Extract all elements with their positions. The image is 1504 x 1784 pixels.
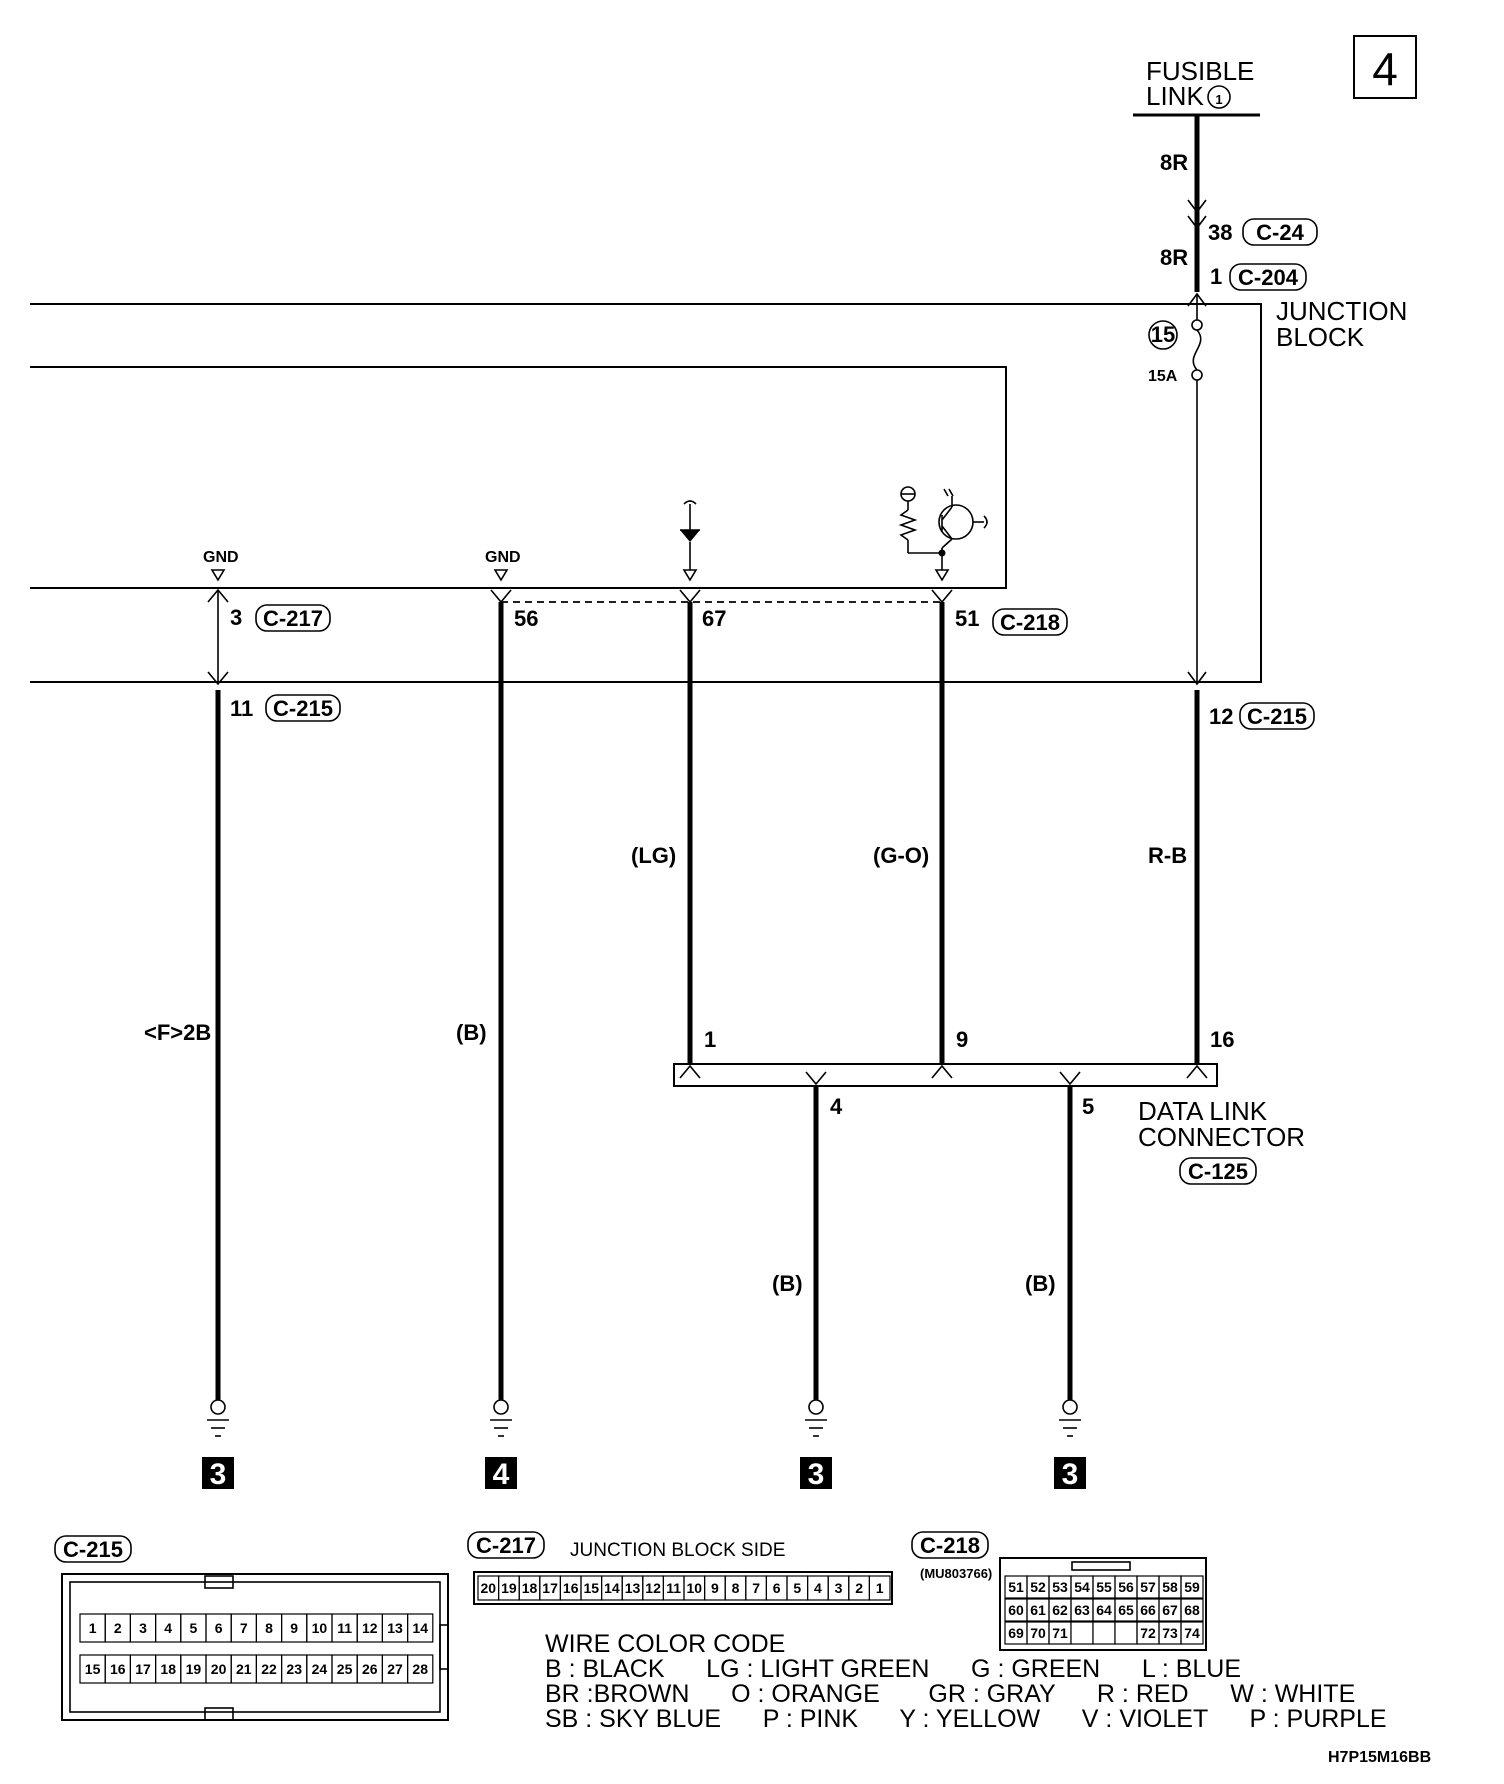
wire-label-f2b: <F>2B <box>144 1020 212 1045</box>
pin-67: 67 <box>702 606 727 631</box>
c217-cell-7: 7 <box>752 1580 760 1596</box>
c218-cell-59: 59 <box>1184 1579 1200 1595</box>
wire-label-8r-bottom: 8R <box>1160 245 1189 270</box>
c218-cell-69: 69 <box>1008 1625 1024 1641</box>
c215-cell-10: 10 <box>311 1620 328 1636</box>
dlc-pin-mark-4 <box>806 1072 826 1084</box>
fusible-link-label-2: LINK <box>1146 81 1204 111</box>
c218-cell-63: 63 <box>1074 1602 1090 1618</box>
gnd-triangle-2 <box>495 570 507 580</box>
c215-cell-3: 3 <box>139 1620 147 1636</box>
c215-cell-9: 9 <box>290 1620 299 1636</box>
c215-cell-6: 6 <box>214 1620 223 1636</box>
c215-cell-20: 20 <box>210 1661 227 1677</box>
connector-tag-c125: C-125 <box>1188 1159 1248 1184</box>
dlc-pin-1: 1 <box>704 1027 717 1052</box>
c215-cell-21: 21 <box>236 1661 252 1677</box>
fuse-element <box>1193 330 1201 370</box>
junction-block-label-1: JUNCTION <box>1276 296 1408 326</box>
dlc-pin-4: 4 <box>830 1094 843 1119</box>
connector-view-c217 <box>468 1532 892 1604</box>
pin-1-c204: 1 <box>1210 264 1223 289</box>
c215-cell-8: 8 <box>265 1620 273 1636</box>
c215-cell-7: 7 <box>239 1620 248 1636</box>
fuse-number: 15 <box>1150 322 1176 347</box>
c215-cell-1: 1 <box>88 1620 97 1636</box>
c215-cell-14: 14 <box>412 1620 428 1636</box>
c217-cell-grid <box>478 1576 890 1600</box>
c217-cell-5: 5 <box>793 1580 802 1596</box>
ground-symbol-2 <box>490 1400 512 1436</box>
c217-cell-12: 12 <box>645 1580 661 1596</box>
c218-cell-58: 58 <box>1162 1579 1178 1595</box>
c217-cell-20: 20 <box>480 1580 497 1596</box>
c218-cell-54: 54 <box>1074 1579 1090 1595</box>
transistor-circuit-symbol <box>901 487 987 580</box>
c215-cell-5: 5 <box>189 1620 198 1636</box>
ground-ref-3-number: 3 <box>807 1458 825 1491</box>
wire-label-8r-top: 8R <box>1160 150 1189 175</box>
fuse-rating: 15A <box>1148 368 1178 385</box>
dlc-label-1: DATA LINK <box>1138 1096 1268 1126</box>
dlc-pin-mark-9 <box>932 1066 952 1078</box>
wire-label-lg: (LG) <box>631 843 677 868</box>
ground-ref-1 <box>202 1457 234 1491</box>
wire-color-code-legend <box>545 1630 1387 1733</box>
c215-cell-22: 22 <box>261 1661 277 1677</box>
wire-label-rb: R-B <box>1148 843 1188 868</box>
connector-tag-c215a: C-215 <box>273 696 333 721</box>
ground-ref-4 <box>1054 1457 1086 1491</box>
gnd-label-2: GND <box>485 549 521 566</box>
c215-cell-24: 24 <box>311 1661 328 1677</box>
pin-51: 51 <box>955 606 980 631</box>
fusible-link-number: 1 <box>1215 92 1223 107</box>
pin-38: 38 <box>1208 220 1233 245</box>
c215-side-key <box>440 1625 448 1669</box>
connector-tag-c217: C-217 <box>263 606 323 631</box>
fusible-link <box>1133 56 1260 115</box>
c217-side-text: JUNCTION BLOCK SIDE <box>570 1540 786 1561</box>
junction-block-outline <box>30 304 1261 682</box>
c217-cell-16: 16 <box>562 1580 579 1596</box>
c218-cell-73: 73 <box>1162 1625 1178 1641</box>
c215-cell-12: 12 <box>362 1620 378 1636</box>
wire-label-b-dlc4: (B) <box>772 1271 803 1296</box>
c218-cell-blank-frame <box>1093 1622 1115 1644</box>
junction-block-label-2: BLOCK <box>1276 322 1365 352</box>
c218-cell-74: 74 <box>1184 1625 1200 1641</box>
dlc-label-2: CONNECTOR <box>1138 1122 1306 1152</box>
c217-cell-14: 14 <box>604 1580 620 1596</box>
diagram-footer-code: H7P15M16BB <box>1328 1749 1432 1766</box>
c218-cell-51: 51 <box>1008 1579 1024 1595</box>
wire-label-b-dlc5: (B) <box>1025 1271 1056 1296</box>
connector-tag-c24: C-24 <box>1256 220 1304 245</box>
c215-cell-4: 4 <box>164 1620 173 1636</box>
wire-label-go: (G-O) <box>873 843 930 868</box>
c215-cell-18: 18 <box>160 1661 176 1677</box>
dlc-pin-mark-1 <box>680 1066 700 1078</box>
c217-cell-11: 11 <box>666 1580 682 1596</box>
ground-ref-1-number: 3 <box>209 1458 227 1491</box>
c215-cell-27: 27 <box>387 1661 403 1677</box>
legend-line-2: BR :BROWN O : ORANGE GR : GRAY R : RED W : WHITE <box>545 1680 1356 1708</box>
page-number: 4 <box>1372 43 1398 95</box>
c217-cell-10: 10 <box>686 1580 703 1596</box>
c217-view-label: C-217 <box>476 1533 536 1558</box>
c215-inner-shell <box>70 1582 440 1712</box>
c215-cell-16: 16 <box>110 1661 126 1677</box>
c217-cell-3: 3 <box>834 1580 843 1596</box>
c215-view-label: C-215 <box>63 1537 123 1562</box>
diode-symbol <box>680 501 700 580</box>
connector-tag-c204: C-204 <box>1238 265 1298 290</box>
fuse-terminal-top <box>1192 320 1202 330</box>
legend-line-1: B : BLACK LG : LIGHT GREEN G : GREEN L : BLUE <box>545 1655 1242 1683</box>
c218-cell-72: 72 <box>1140 1625 1156 1641</box>
ground-ref-3 <box>800 1457 832 1491</box>
wire-label-b-56: (B) <box>456 1020 487 1045</box>
gnd-triangle-1 <box>212 570 224 580</box>
c218-part-number: (MU803766) <box>920 1566 993 1581</box>
c218-cell-52: 52 <box>1030 1579 1046 1595</box>
c215-cell-17: 17 <box>135 1661 151 1677</box>
c215-cell-26: 26 <box>362 1661 378 1677</box>
legend-title: WIRE COLOR CODE <box>545 1630 786 1658</box>
c218-cell-grid <box>1005 1576 1203 1644</box>
c218-cell-blank-frame <box>1071 1622 1093 1644</box>
c217-cell-6: 6 <box>772 1580 781 1596</box>
c217-cell-8: 8 <box>731 1580 740 1596</box>
c218-cell-67: 67 <box>1162 1602 1178 1618</box>
connector-view-c218 <box>912 1532 1206 1650</box>
c218-cell-57: 57 <box>1140 1579 1156 1595</box>
pin-mark-56 <box>491 590 511 602</box>
fusible-link-label-1: FUSIBLE <box>1146 56 1255 86</box>
dlc-pin-9: 9 <box>956 1027 969 1052</box>
c218-cell-55: 55 <box>1096 1579 1112 1595</box>
dlc-pin-5: 5 <box>1082 1094 1095 1119</box>
c218-view-label: C-218 <box>920 1533 980 1558</box>
c217-cell-18: 18 <box>521 1580 538 1596</box>
pin-mark-67 <box>680 590 700 602</box>
c215-cell-11: 11 <box>337 1620 353 1636</box>
c217-cell-2: 2 <box>855 1580 863 1596</box>
ground-ref-2-number: 4 <box>492 1458 510 1491</box>
ground-symbol-3 <box>805 1400 827 1436</box>
c215-outer-shell <box>62 1574 448 1720</box>
c217-cell-15: 15 <box>583 1580 600 1596</box>
c218-cell-68: 68 <box>1184 1602 1200 1618</box>
c218-cell-61: 61 <box>1030 1602 1046 1618</box>
c218-cell-60: 60 <box>1008 1602 1024 1618</box>
data-link-connector-body <box>674 1064 1217 1086</box>
c218-cell-64: 64 <box>1096 1602 1112 1618</box>
c217-cell-4: 4 <box>814 1580 822 1596</box>
c215-cell-19: 19 <box>185 1661 202 1677</box>
connector-tag-c215b: C-215 <box>1247 704 1307 729</box>
fuse-terminal-bottom <box>1192 370 1202 380</box>
ground-ref-4-number: 3 <box>1061 1458 1079 1491</box>
c215-cell-13: 13 <box>387 1620 403 1636</box>
ground-ref-2 <box>485 1457 517 1491</box>
pin-56: 56 <box>514 606 539 631</box>
connector-view-c215 <box>55 1536 448 1720</box>
c215-cell-28: 28 <box>412 1661 428 1677</box>
c217-cell-19: 19 <box>501 1580 517 1596</box>
connector-tag-c218: C-218 <box>1000 610 1060 635</box>
c217-cell-13: 13 <box>624 1580 641 1596</box>
c218-cell-53: 53 <box>1052 1579 1068 1595</box>
dlc-pin-mark-16 <box>1187 1066 1207 1078</box>
c215-cell-23: 23 <box>286 1661 302 1677</box>
c218-cell-70: 70 <box>1030 1625 1046 1641</box>
c215-cell-grid <box>80 1614 433 1683</box>
c217-cell-1: 1 <box>875 1580 884 1596</box>
legend-line-3: SB : SKY BLUE P : PINK Y : YELLOW V : VIOLET P : PURPLE <box>545 1705 1387 1733</box>
ground-symbol-1 <box>207 1400 229 1436</box>
pin-11: 11 <box>230 696 254 721</box>
c215-cell-2: 2 <box>113 1620 122 1636</box>
c218-top-latch <box>1072 1562 1130 1570</box>
c218-cell-56: 56 <box>1118 1579 1134 1595</box>
pin-mark-51 <box>932 590 952 602</box>
c218-cell-71: 71 <box>1052 1625 1068 1641</box>
c215-cell-25: 25 <box>336 1661 353 1677</box>
dlc-pin-mark-5 <box>1060 1072 1080 1084</box>
c218-cell-62: 62 <box>1052 1602 1068 1618</box>
pin-12: 12 <box>1209 704 1234 729</box>
dlc-pin-16: 16 <box>1210 1027 1235 1052</box>
c218-cell-blank-frame <box>1115 1622 1137 1644</box>
c215-bottom-latch <box>205 1708 233 1720</box>
ground-symbol-4 <box>1059 1400 1081 1436</box>
gnd-label-1: GND <box>203 549 239 566</box>
c217-cell-17: 17 <box>542 1580 558 1596</box>
c217-cell-9: 9 <box>711 1580 719 1596</box>
c218-cell-66: 66 <box>1140 1602 1156 1618</box>
page-number-box <box>1354 36 1416 98</box>
c218-cell-65: 65 <box>1118 1602 1134 1618</box>
c215-cell-15: 15 <box>84 1661 101 1677</box>
pin-3: 3 <box>230 605 243 630</box>
